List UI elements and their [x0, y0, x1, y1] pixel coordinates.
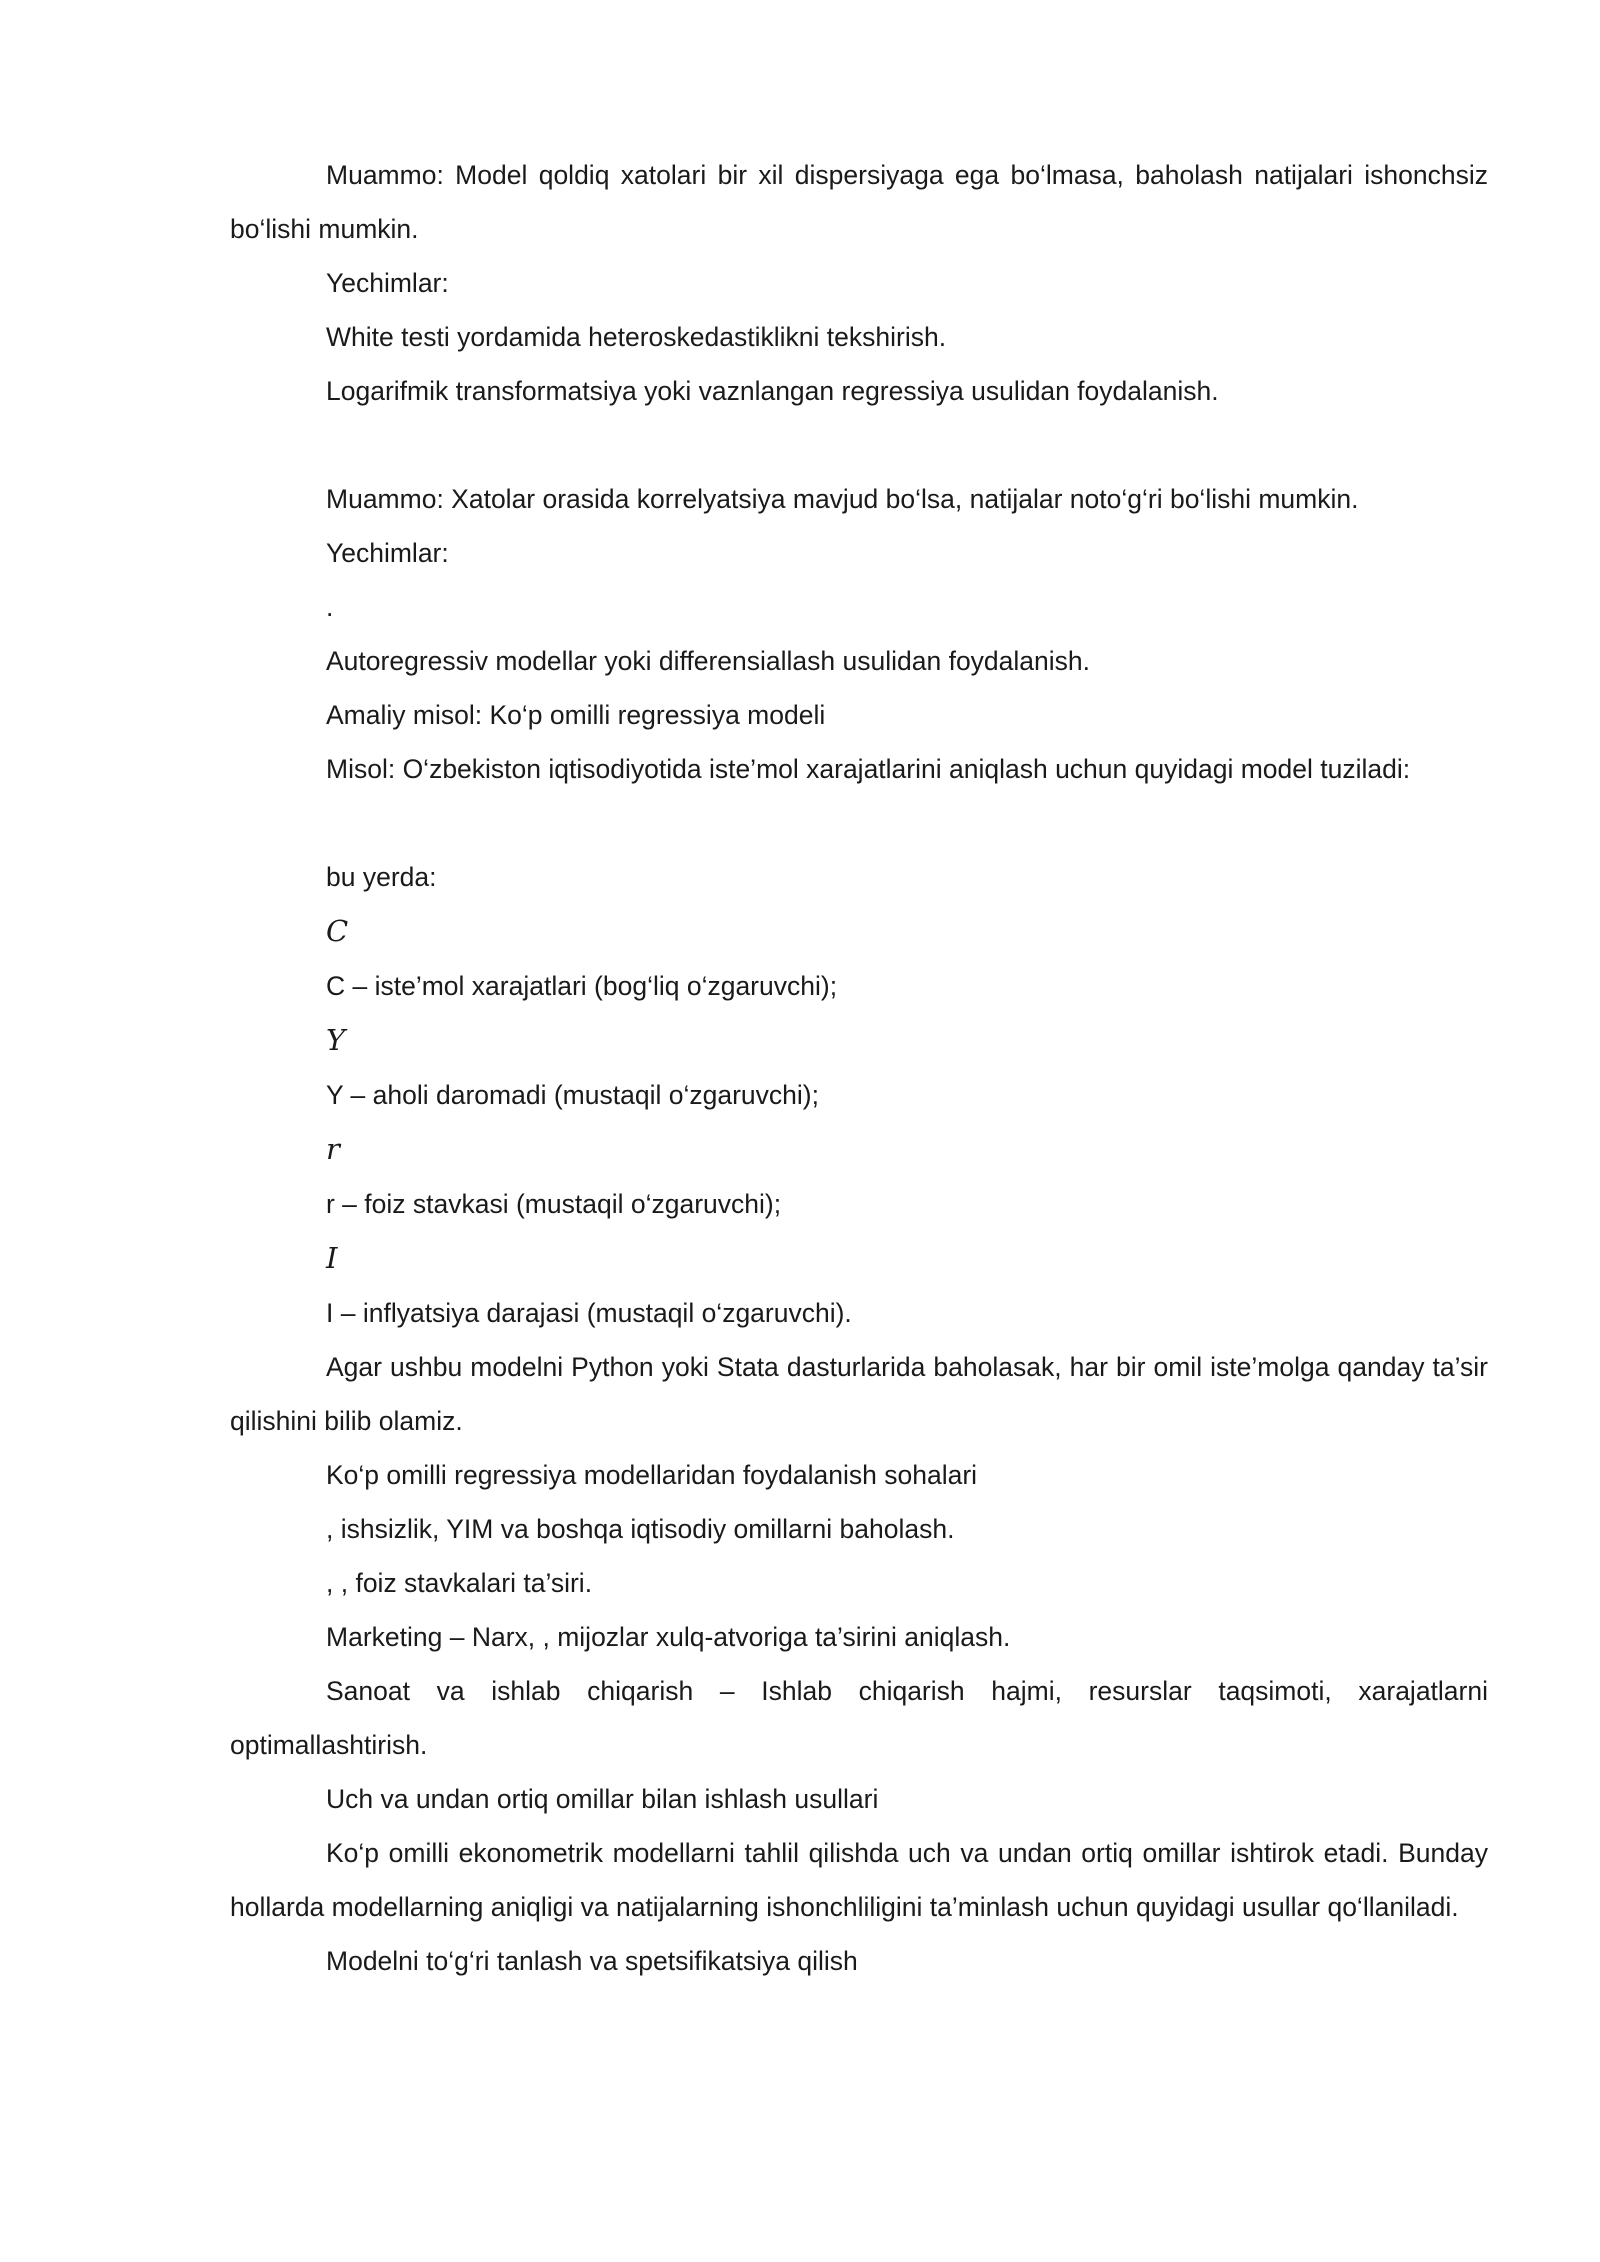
math-symbol-r: r [326, 1132, 340, 1166]
paragraph-three-factors-body: Ko‘p omilli ekonometrik modellarni tahlil qilishda uch va undan ortiq omillar ishtirok etadi. Bunday hollarda modellarning aniqligi va natijalarning ishonchliligini ta’minlash uchun quyidagi usullar qo‘llaniladi. [230, 1838, 1488, 1922]
paragraph-model-specification: Modelni to‘g‘ri tanlash va spetsifikatsiya qilish [326, 1946, 858, 1976]
math-symbol-i: I [326, 1241, 338, 1275]
paragraph-y-definition: Y – aholi daromadi (mustaqil o‘zgaruvchi); [326, 1080, 819, 1110]
paragraph-r-definition: r – foiz stavkasi (mustaqil o‘zgaruvchi); [326, 1189, 782, 1219]
paragraph-example-intro: Misol: O‘zbekiston iqtisodiyotida iste’mol xarajatlarini aniqlash uchun quyidagi model tuziladi: [326, 754, 1411, 784]
math-symbol-y: Y [326, 1023, 346, 1057]
paragraph-example-heading: Amaliy misol: Ko‘p omilli regressiya modeli [326, 700, 826, 730]
paragraph-white-test: White testi yordamida heteroskedastiklikni tekshirish. [326, 322, 947, 352]
blank-line [230, 796, 1488, 850]
formula-variable-r [230, 1122, 1488, 1177]
paragraph-log-transform: Logarifmik transformatsiya yoki vaznlangan regressiya usulidan foydalanish. [326, 376, 1219, 406]
paragraph-autocorrelation-problem: Muammo: Xatolar orasida korrelyatsiya mavjud bo‘lsa, natijalar noto‘g‘ri bo‘lishi mumkin. [326, 484, 1359, 514]
paragraph-where: bu yerda: [326, 862, 437, 892]
document-body [230, 148, 1488, 1988]
math-symbol-c: C [326, 914, 349, 948]
paragraph-marketing: Marketing – Narx, , mijozlar xulq-atvoriga ta’sirini aniqlash. [326, 1622, 1011, 1652]
paragraph-i-definition: I – inflyatsiya darajasi (mustaqil o‘zgaruvchi). [326, 1298, 852, 1328]
paragraph-three-factors-heading: Uch va undan ortiq omillar bilan ishlash usullari [326, 1784, 879, 1814]
paragraph-solutions-heading: Yechimlar: [326, 268, 449, 298]
blank-line [230, 418, 1488, 472]
formula-variable-y [230, 1013, 1488, 1068]
paragraph-application-areas: Ko‘p omilli regressiya modellaridan foydalanish sohalari [326, 1460, 978, 1490]
paragraph-industry: Sanoat va ishlab chiqarish – Ishlab chiqarish hajmi, resurslar taqsimoti, xarajatlarni optimallashtirish. [230, 1676, 1488, 1760]
paragraph-python-stata: Agar ushbu modelni Python yoki Stata dasturlarida baholasak, har bir omil iste’molga qanday ta’sir qilishini bilib olamiz. [230, 1352, 1488, 1436]
paragraph-solutions-heading: Yechimlar: [326, 538, 449, 568]
formula-variable-c [230, 904, 1488, 959]
paragraph-unemployment: , ishsizlik, YIM va boshqa iqtisodiy omillarni baholash. [326, 1514, 955, 1544]
formula-variable-i [230, 1231, 1488, 1286]
paragraph-c-definition: C – iste’mol xarajatlari (bog‘liq o‘zgaruvchi); [326, 971, 838, 1001]
paragraph-heteroskedasticity-problem: Muammo: Model qoldiq xatolari bir xil dispersiyaga ega bo‘lmasa, baholash natijalari ishonchsiz bo‘lishi mumkin. [230, 160, 1488, 244]
paragraph-autoregressive: Autoregressiv modellar yoki differensiallash usulidan foydalanish. [326, 646, 1091, 676]
paragraph-interest-rates: , , foiz stavkalari ta’siri. [326, 1568, 593, 1598]
paragraph-dot: . [326, 592, 334, 622]
